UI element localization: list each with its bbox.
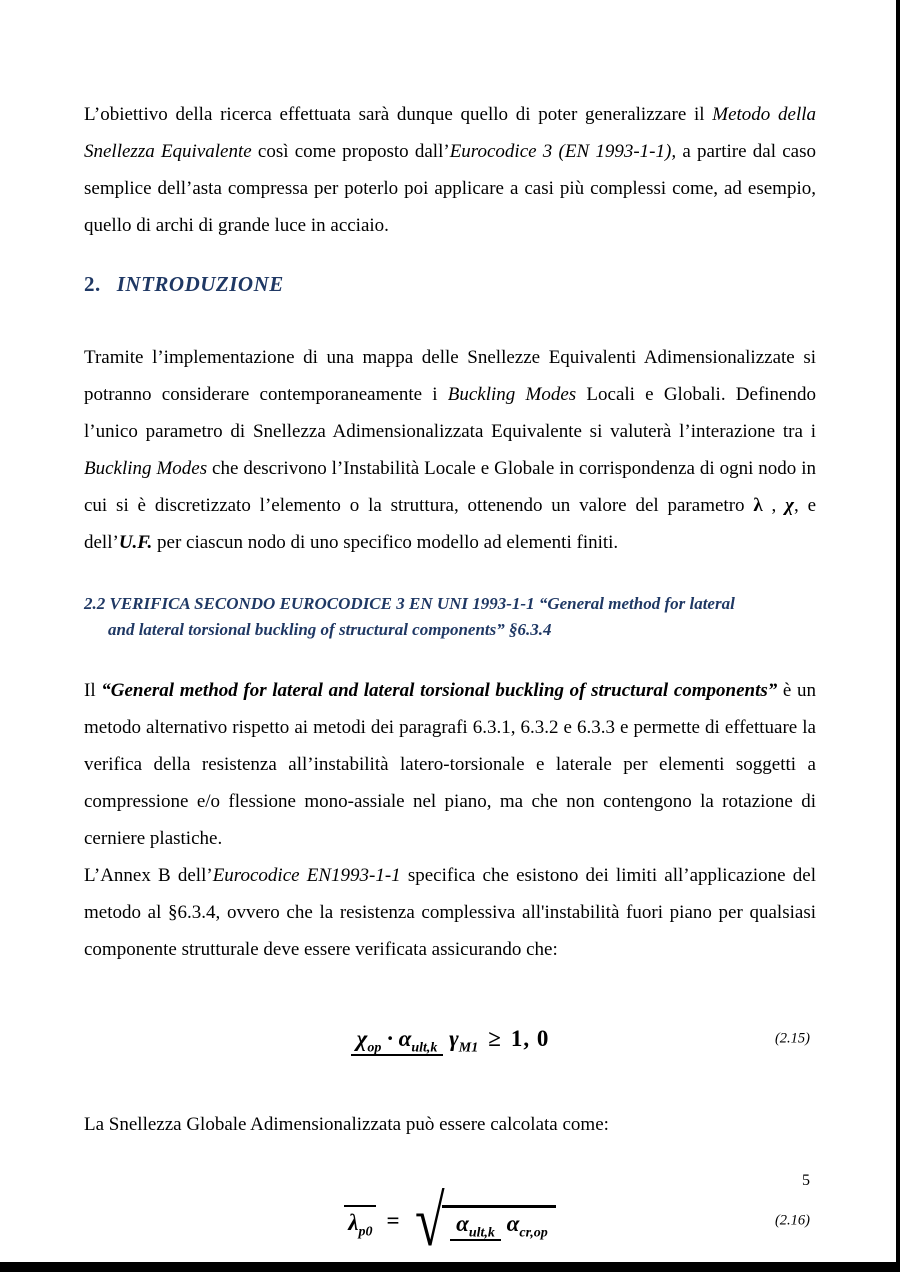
greater-equal-sign: ≥ <box>488 1026 501 1051</box>
fraction-denominator: $\gamma_{M1}$ <box>449 1026 479 1056</box>
equation-2-16-label: (2.16) <box>774 1212 810 1229</box>
fraction <box>351 1026 479 1056</box>
equation-value: 1, 0 <box>510 1026 550 1051</box>
page-number: 5 <box>802 1172 810 1189</box>
section-heading-introduzione <box>84 272 816 297</box>
lambda-overbar: $\lambda_{p0}$ <box>344 1205 376 1236</box>
fraction-numerator: $\chi_{op} \cdot \alpha_{ult,k}$ <box>351 1026 444 1056</box>
equation-2-15-body <box>351 1026 550 1056</box>
subsection-heading-verifica <box>84 591 816 643</box>
subsection-heading-line1: 2.2 VERIFICA SECONDO EUROCODICE 3 EN UNI 1993-1-1 “General method for lateral <box>84 594 735 613</box>
paragraph-snellezza-globale: La Snellezza Globale Adimensionalizzata può essere calcolata come: <box>84 1114 609 1135</box>
radicand-fraction <box>442 1205 556 1241</box>
section-number: 2. <box>84 272 101 296</box>
radicand-numerator: $\alpha_{ult,k}$ <box>450 1211 501 1241</box>
equation-2-16 <box>84 1173 816 1269</box>
radicand-denominator: $\alpha_{cr,op}$ <box>506 1210 548 1241</box>
section-title: INTRODUZIONE <box>116 272 284 296</box>
page-content <box>0 96 896 1269</box>
equation-2-16-body <box>344 1180 556 1261</box>
equals-sign: = <box>386 1207 400 1233</box>
radical-sign: √ <box>414 1180 445 1261</box>
equation-2-15-label: (2.15) <box>774 1030 810 1047</box>
paragraph-general-method: Il “General method for lateral and lateral torsional buckling of structural components” è un metodo alternativo rispetto ai metodi dei paragrafi 6.3.1, 6.3.2 e 6.3.3 e permette di effettuare la verifica della resistenza all’instabilità latero-torsionale e laterale per elementi soggetti a compressione e/o flessione mono-assiale nel piano, ma che non contengono la rotazione di cerniere plastiche. <box>84 680 817 849</box>
square-root <box>410 1180 556 1261</box>
subsection-heading-line2: and lateral torsional buckling of structural components” §6.3.4 <box>108 620 552 639</box>
paragraph-introduzione: Tramite l’implementazione di una mappa delle Snellezze Equivalenti Adimensionalizzate si potranno considerare contemporaneamente i Buckling Modes Locali e Globali. Definendo l’unico parametro di Snellezza Adimensionalizzata Equivalente si valuterà l’interazione tra i Buckling Modes che descrivono l’Instabilità Locale e Globale in corrispondenza di ogni nodo in cui si è discretizzato l’elemento o la struttura, ottenendo un valore del parametro λ , χ, e dell’U.F. per ciascun nodo di uno specifico modello ad elementi finiti. <box>84 347 817 553</box>
paragraph-annex-b: L’Annex B dell’Eurocodice EN1993-1-1 specifica che esistono dei limiti all’applicazione del metodo al §6.3.4, ovvero che la resistenza complessiva all'instabilità fuori piano per qualsiasi componente strutturale deve essere verificata assicurando che: <box>84 865 816 960</box>
paragraph-objective: L’obiettivo della ricerca effettuata sarà dunque quello di poter generalizzare il Metodo della Snellezza Equivalente così come proposto dall’Eurocodice 3 (EN 1993-1-1), a partire dal caso semplice dell’asta compressa per poterlo poi applicare a casi più complessi come, ad esempio, quello di archi di grande luce in acciaio. <box>84 104 816 236</box>
equation-2-15 <box>84 996 816 1082</box>
